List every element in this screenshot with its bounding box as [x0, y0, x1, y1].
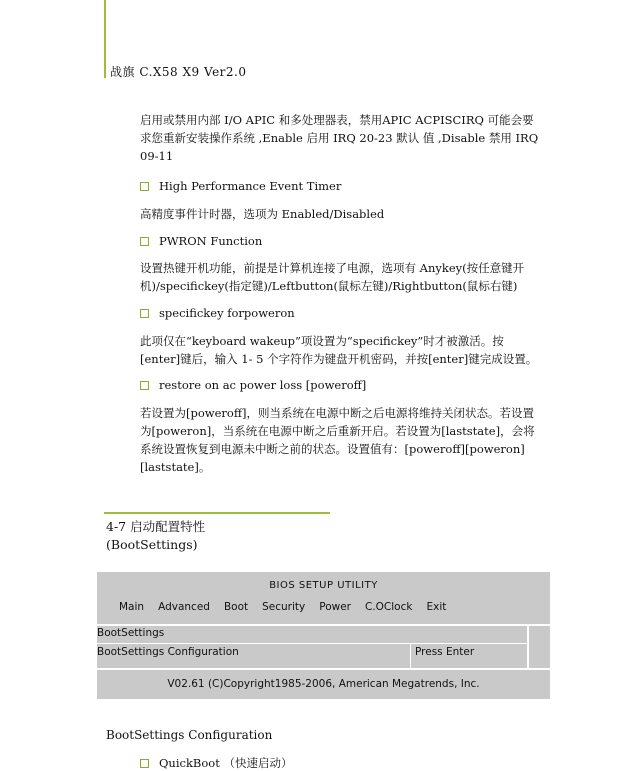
bios-menu-security: Security [262, 601, 306, 613]
bullet-restore-label: restore on ac power loss [poweroff] [159, 378, 367, 392]
checkbox-bullet-icon [140, 759, 149, 768]
bullet-pwron [140, 233, 262, 249]
bullet-specific [140, 305, 295, 321]
bios-press-enter: Press Enter [415, 646, 475, 658]
bios-cell-divider [410, 644, 411, 668]
hpet-description: 高精度事件计时器，选项为 Enabled/Disabled [140, 207, 385, 221]
bios-footer-divider [97, 668, 550, 670]
bios-copyright: V02.61 (C)Copyright1985-2006, American Megatrends, Inc. [167, 678, 480, 690]
pwron-description: 设置热键开机功能，前提是计算机连接了电源，选项有 Anykey(按任意键开机)/specifickey(指定键)/Leftbutton(鼠标左键)/Rightbutton(鼠标右键) [140, 261, 525, 293]
bullet-hpet [140, 178, 341, 194]
bios-menu-main: Main [119, 601, 145, 613]
bullet-quickboot-label: QuickBoot （快速启动） [159, 756, 293, 770]
restore-description: 若设置为[poweroff]，则当系统在电源中断之后电源将维持关闭状态。若设置为[poweron]，当系统在电源中断之后重新开启。若设置为[laststate]，会将系统设置恢复到电源未中断之前的状态。设置值有：[poweroff][poweron][laststate]。 [140, 406, 535, 474]
section-title: 4-7 启动配置特性 [106, 519, 206, 534]
section-subtitle: (BootSettings) [106, 537, 198, 552]
section-rule [104, 512, 330, 514]
bios-menu-exit: Exit [426, 601, 447, 613]
section-heading [106, 518, 205, 554]
checkbox-bullet-icon [140, 182, 149, 191]
checkbox-bullet-icon [140, 237, 149, 246]
bios-title: BIOS SETUP UTILITY [269, 580, 378, 591]
specific-description: 此项仅在“keyboard wakeup”项设置为“specifickey”时才被激活。按[enter]键后，输入 1- 5 个字符作为键盘开机密码，并按[enter]键完成设置。 [140, 334, 538, 366]
bullet-pwron-label: PWRON Function [159, 234, 263, 248]
bios-boot-settings-heading: BootSettings [97, 627, 165, 639]
decorative-rule-vertical [104, 0, 106, 78]
bios-menu-boot: Boot [223, 601, 249, 613]
bullet-specific-label: specifickey forpoweron [159, 306, 295, 320]
bullet-quickboot [140, 755, 293, 771]
running-header: 战旗 C.X58 X9 Ver2.0 [110, 65, 247, 79]
bios-boot-settings-config: BootSettings Configuration [97, 646, 239, 658]
checkbox-bullet-icon [140, 309, 149, 318]
bios-menu-bar [119, 601, 446, 613]
apic-description: 启用或禁用内部 I/O APIC 和多处理器表，禁用APIC ACPISCIRQ 可能会要求您重新安装操作系统 ,Enable 启用 IRQ 20-23 默认 值 ,Disable 禁用 IRQ 09-11 [140, 113, 539, 163]
bios-divider [97, 624, 550, 626]
bios-menu-advanced: Advanced [158, 601, 210, 613]
bullet-restore [140, 377, 366, 393]
checkbox-bullet-icon [140, 381, 149, 390]
subheading-boot-config: BootSettings Configuration [106, 728, 273, 742]
bios-menu-power: Power [319, 601, 351, 613]
bios-screenshot [97, 572, 550, 699]
bios-divider-vertical [527, 624, 529, 668]
bullet-hpet-label: High Performance Event Timer [159, 179, 342, 193]
bios-row-divider [97, 643, 527, 644]
bios-menu-overclock: C.OClock [365, 601, 413, 613]
